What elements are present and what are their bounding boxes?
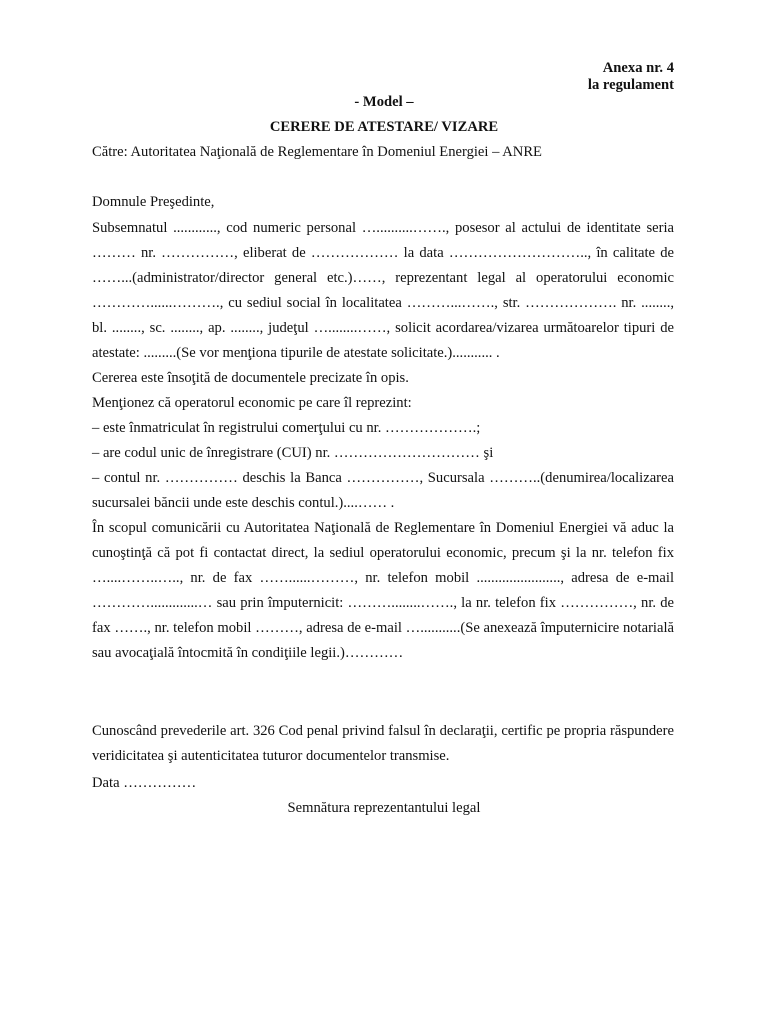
- recipient-line: Către: Autoritatea Naţională de Reglementare în Domeniul Energiei – ANRE: [92, 144, 542, 160]
- request-body: [92, 216, 674, 666]
- declaration-block: [92, 719, 674, 769]
- operator-intro-paragraph: Menţionez că operatorul economic pe care îl reprezint:: [92, 395, 412, 411]
- contact-paragraph: În scopul comunicării cu Autoritatea Naţională de Reglementare în Domeniul Energiei vă aduc la cunoştinţă că pot fi contactat direct, la sediul operatorului economic, precum şi la nr. telefon fix …....……..….., nr. de fax ……......………, nr. telefon mobil ......................., adresa de e-mail ………….............… sau prin împuternicit: ………........……., la nr. telefon fix ……………, nr. de fax ……., nr. telefon mobil ………, adresa de e-mail …...........(Se anexează împuternicire notarială sau avocaţială întocmită în condiţiile legii.)…………: [92, 520, 674, 661]
- registry-item: – este înmatriculat în registrului comerţului cu nr. ……………….;: [92, 420, 481, 436]
- applicant-paragraph: Subsemnatul ............, cod numeric personal …..........……., posesor al actului de identitate seria ……… nr. ……………, eliberat de ……………… la data ……………………….., în calitate de ……...(administrator/director general etc.)……, reprezentant legal al operatorului economic …………......………., cu sediul social în localitatea ………...……., str. ………………. nr. ........, bl. ........, sc. ........, ap. ........, judeţul …........……, solicit acordarea/vizarea următoarelor tipuri de atestate: .........(Se vor menţiona tipurile de atestate solicitate.)........... .: [92, 220, 674, 361]
- documents-paragraph: Cererea este însoţită de documentele precizate în opis.: [92, 370, 409, 386]
- document-title: CERERE DE ATESTARE/ VIZARE: [269, 119, 499, 135]
- bank-account-item: – contul nr. …………… deschis la Banca ……………, Sucursala ………..(denumirea/localizarea sucursalei băncii unde este deschis contul.)....…… .: [92, 470, 674, 511]
- date-field: Data ……………: [92, 775, 197, 791]
- model-label: - Model –: [354, 94, 414, 110]
- greeting: Domnule Preşedinte,: [92, 194, 215, 210]
- declaration-paragraph: Cunoscând prevederile art. 326 Cod penal privind falsul în declaraţii, certific pe propria răspundere veridicitatea şi autenticitatea tuturor documentelor transmise.: [92, 723, 674, 764]
- annex-regulation: la regulament: [587, 77, 674, 93]
- cui-item: – are codul unic de înregistrare (CUI) nr. ………………………… şi: [92, 445, 494, 461]
- annex-reference: [588, 60, 674, 94]
- signature-label: Semnătura reprezentantului legal: [287, 800, 481, 816]
- annex-number: Anexa nr. 4: [602, 60, 674, 76]
